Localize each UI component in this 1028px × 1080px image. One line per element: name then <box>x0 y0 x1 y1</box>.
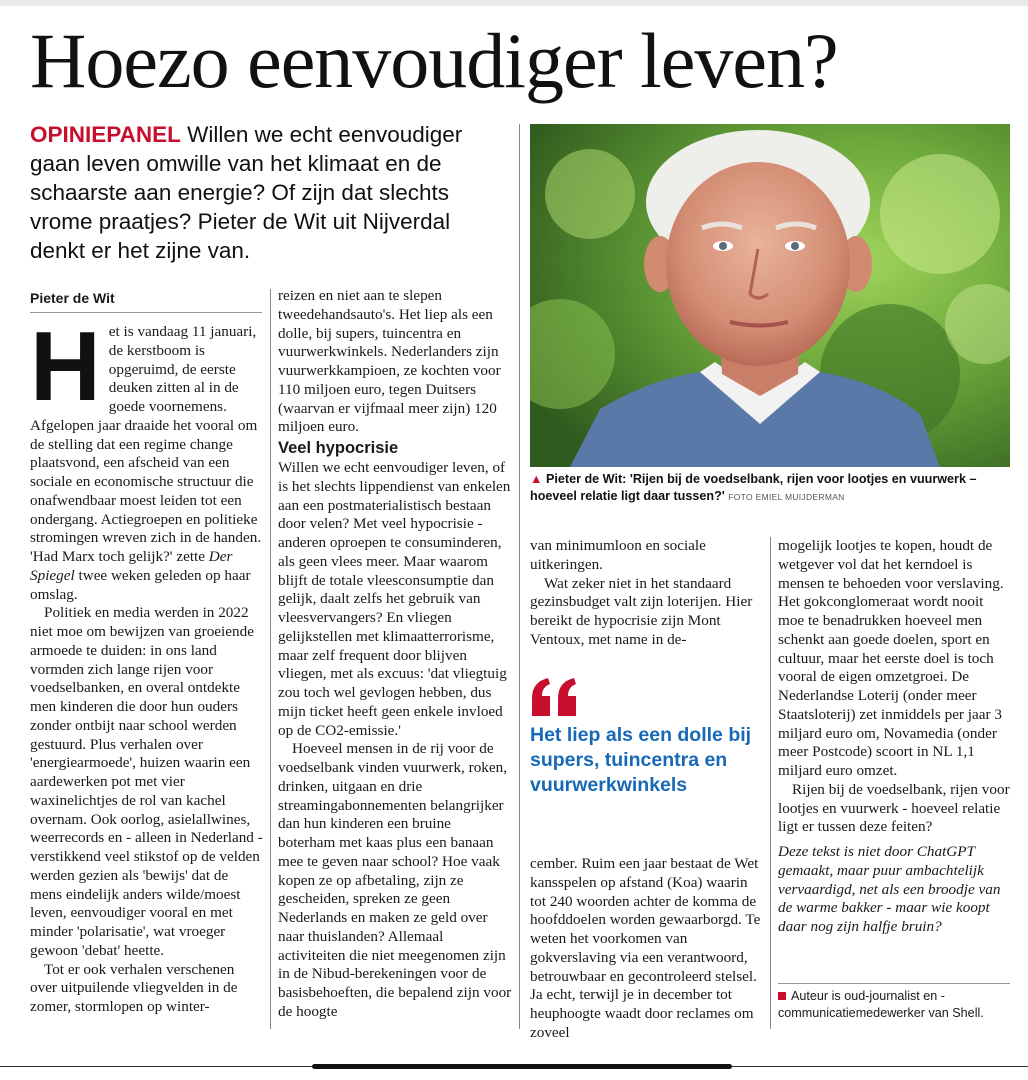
col2-paragraph-2: Willen we echt eenvoudiger leven, of is het slechts lippendienst van enkelen aan een postmaterialistisch bestaan door velen? Met veel hypocrisie - anderen oproepen te consuminderen, als geen vlees meer. Maar waarom blijft de totale vleesconsumptie dan gelijk, daalt zelfs het gebruik van vleesvervangers? En vliegen gelijkstellen met klimaatterrorisme, maar zelf frequent door blijven vliegen, met als excuus: 'dat vliegtuig zou toch wel gevlogen hebben, dus mijn ticket heeft geen enkele invloed op de CO2-emissie.' <box>278 459 511 739</box>
publication-name: Der Spiegel <box>30 548 233 584</box>
portrait-photo <box>530 124 1010 467</box>
top-edge <box>0 0 1028 6</box>
photo-credit: FOTO EMIEL MUIJDERMAN <box>728 492 845 502</box>
col4-paragraph-2: Rijen bij de voedselbank, rijen voor lootjes en vuurwerk - hoeveel relatie ligt er tussen deze feiten? <box>778 780 1010 836</box>
subheading: Veel hypocrisie <box>278 439 399 457</box>
drop-cap: H <box>30 311 101 421</box>
col1-paragraph-3: Tot er ook verhalen verschenen over uitpuilende vliegvelden in de zomer, stormlopen op winter- <box>30 960 238 1015</box>
caption-marker: ▲ <box>530 472 543 486</box>
photo-caption: ▲ Pieter de Wit: 'Rijen bij de voedselbank, rijen voor lootjes en vuurwerk –hoeveel relatie ligt daar tussen?' FOTO EMIEL MUIJDERMAN <box>530 472 977 503</box>
portrait-image <box>530 124 1010 467</box>
column-3 <box>530 537 762 650</box>
intro <box>30 120 510 265</box>
column-divider-3 <box>770 537 771 1029</box>
column-1 <box>30 311 264 1017</box>
headline: Hoezo eenvoudiger leven? <box>30 17 838 104</box>
pull-quote: Het liep als een dolle bij supers, tuincentra en vuurwerkwinkels <box>530 724 752 796</box>
intro-kicker: OPINIEPANEL <box>30 122 181 147</box>
col1-paragraph-1: Het is vandaag 11 januari, de kerstboom is opgeruimd, de eerste deuken zitten al in de goede voornemens. Afgelopen jaar draaide het vooral om de stelling dat een regime change plaatsvond, een afscheid van een sociale en economische structuur die onafwendbaar moest leiden tot een ondergang. Actiegroepen en politieke stromingen wreven zich in de handen. 'Had Marx toch gelijk?' zette Der Spiegel twee weken geleden op haar omslag. <box>30 311 262 603</box>
column-divider-1 <box>270 289 271 1029</box>
col3-paragraph-2: Wat zeker niet in het standaard gezinsbudget valt zijn loterijen. Hier bereikt de hypocrisie zijn Mont Ventoux, met name in de- <box>530 574 753 648</box>
col3-paragraph-3: cember. Ruim een jaar bestaat de Wet kansspelen op afstand (Koa) waarin tot 240 woorden achter de komma de hoofddoelen worden gewaarborgd. Te weten het voorkomen van gokverslaving via een verantwoord, betrouwbaar en gecontroleerd stelsel. Ja echt, terwijl je in december tot heuphoogte waadt door reclames om zoveel <box>530 855 761 1041</box>
author-info: Auteur is oud-journalist en -communicatiemedewerker van Shell. <box>778 983 1010 1022</box>
column-divider-2 <box>519 124 520 1029</box>
intro-text: Willen we echt eenvoudiger gaan leven omwille van het klimaat en de schaarste aan energie? Of zijn dat slechts vrome praatjes? Pieter de Wit uit Nijverdal denkt er het zijne van. <box>30 122 463 263</box>
column-2 <box>278 287 512 1022</box>
scroll-indicator <box>312 1064 732 1069</box>
square-bullet-icon <box>778 992 786 1000</box>
column-3-continued <box>530 855 762 1043</box>
col3-paragraph-1: van minimumloon en sociale uitkeringen. <box>530 537 706 573</box>
quote-mark-icon <box>530 676 580 716</box>
col2-paragraph-1: reizen en niet aan te slepen tweedehandsauto's. Het liep als een dolle, bij supers, tuincentra en vuurwerkwinkels. Nederlanders zijn vuurwerkkampioen, ze kochten voor 110 miljoen euro, tegen Duitsers (waarvan er vijfmaal meer zijn) 120 miljoen euro. <box>278 287 501 436</box>
byline: Pieter de Wit <box>30 289 262 313</box>
author-note: Deze tekst is niet door ChatGPT gemaakt, maar puur ambachtelijk vervaardigd, net als een broodje van de warme bakker - maar wie koopt daar nog zijn halfje bruin? <box>778 843 1001 935</box>
col1-paragraph-2: Politiek en media werden in 2022 niet moe om bewijzen van groeiende armoede te duiden: in ons land vormden zich lange rijen voor voedselbanken, en overal ontdekte men kinderen die door hun ouders zonder ontbijt naar school werden gestuurd. Plus verhalen over 'energiearmoede', huizen waarin een aardewerken pot met vier waxinelichtjes de rol van kachel overnam. Ook oorlog, asielallwines, weerrecords en - alleen in Nederland - verstikkend veel stikstof op de velden werden gezien als 'bewijs' dat de mens eindelijk anders wilde/moest leven, eenvoudiger vooral en met minder 'polarisatie', wat vroeger gewoon 'debat' heette. <box>30 604 263 959</box>
column-4 <box>778 537 1010 937</box>
col4-paragraph-1: mogelijk lootjes te kopen, houdt de wetgever vol dat het kerndoel is mensen te behoeden voor verslaving. Het gokconglomeraat wordt nooit moe te benadrukken hoeveel men schenkt aan goede doelen, sport en cultuur, maar het eerste doel is toch vooral de eigen omzetgroei. De Nederlandse Loterij (onder meer Staatsloterij) zet inmiddels per jaar 3 miljard euro om, Novamedia (onder meer Postcode) scoort in NL 1,1 miljard euro omzet. <box>778 537 1004 779</box>
col2-paragraph-3: Hoeveel mensen in de rij voor de voedselbank vinden vuurwerk, roken, drinken, uitgaan en drie streamingabonnementen belangrijker dan hun kinderen een bruine boterham met kaas plus een banaan mee te geven naar school? Hoe vaak kopen ze op afbetaling, zijn ze gescheiden, spreken ze geen Nederlands en maken ze geld over naar thuislanden? Allemaal activiteiten die niet meegenomen zijn in de Nibud-berekeningen voor de basisbehoeften, die bepalend zijn voor de hoogte <box>278 740 512 1020</box>
